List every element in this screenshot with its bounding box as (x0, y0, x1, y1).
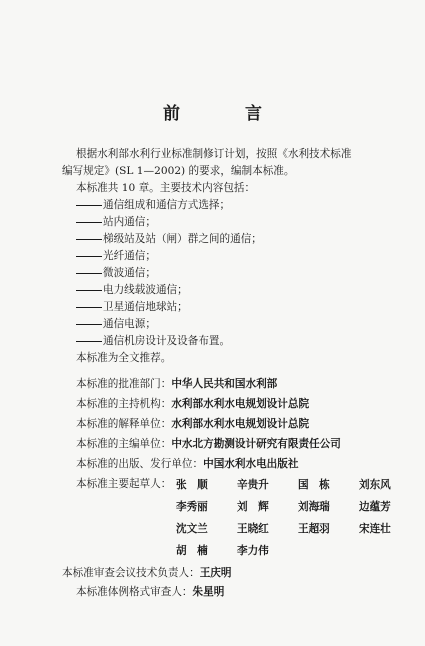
reviewer-row (62, 566, 232, 580)
reviewer-name: 王庆明 (199, 567, 232, 579)
drafters-list (176, 477, 420, 565)
full-text-line: 本标准为全文推荐。 (76, 352, 172, 364)
reviewer-label: 本标准审查会议技术负责人： (62, 567, 200, 579)
drafter-name: 沈文兰 (176, 523, 208, 535)
drafter-name: 边蕴芳 (359, 501, 391, 513)
drafter-name: 张 顺 (176, 479, 208, 491)
drafter-name: 辛贵升 (237, 479, 269, 491)
content-item (76, 198, 230, 212)
drafter-name: 刘海瑞 (298, 501, 330, 513)
intro-line-1: 根据水利部水利行业标准制修订计划，按照《水利技术标准 (76, 148, 352, 160)
info-label: 本标准的解释单位： (76, 418, 172, 430)
info-row (76, 457, 298, 471)
info-row (76, 417, 309, 431)
intro-line-2: 编写规定》(SL 1—2002) 的要求，编制本标准。 (62, 165, 295, 177)
info-value: 中国水利水电出版社 (203, 458, 299, 470)
content-item (76, 232, 262, 246)
content-item-text: 通信电源； (103, 318, 156, 330)
info-row (76, 397, 309, 411)
drafter-name: 胡 楠 (176, 545, 208, 557)
info-value: 水利部水利水电规划设计总院 (171, 418, 310, 430)
drafter-name: 王超羽 (298, 523, 330, 535)
info-value: 中华人民共和国水利部 (171, 378, 278, 390)
content-item-text: 通信组成和通信方式选择； (103, 199, 231, 211)
content-item (76, 283, 188, 297)
drafter-name: 刘 辉 (237, 501, 269, 513)
content-item (76, 317, 156, 331)
drafter-name: 李力伟 (237, 545, 269, 557)
drafters-label: 本标准主要起草人： (76, 478, 172, 490)
drafter-name: 刘东风 (359, 479, 391, 491)
info-label: 本标准的主持机构： (76, 398, 172, 410)
drafter-name: 宋连壮 (359, 523, 391, 535)
format-reviewer-label: 本标准体例格式审查人： (76, 586, 193, 598)
content-item-text: 卫星通信地球站； (103, 301, 188, 313)
content-item-text: 梯级站及站（闸）群之间的通信； (103, 233, 262, 245)
info-row (76, 377, 277, 391)
info-row (76, 437, 341, 451)
info-value: 中水北方勘测设计研究有限责任公司 (171, 438, 341, 450)
content-item-text: 光纤通信； (103, 250, 156, 262)
drafter-row (176, 499, 420, 521)
info-label: 本标准的主编单位： (76, 438, 172, 450)
content-item (76, 300, 188, 314)
info-value: 水利部水利水电规划设计总院 (171, 398, 310, 410)
content-item-text: 微波通信； (103, 267, 156, 279)
content-item-text: 电力线载波通信； (103, 284, 188, 296)
chapters-line: 本标准共 10 章。主要技术内容包括： (76, 182, 256, 194)
format-reviewer-row (76, 585, 224, 599)
content-item (76, 215, 156, 229)
drafter-name: 王晓红 (237, 523, 269, 535)
drafter-row (176, 543, 420, 565)
info-label: 本标准的批准部门： (76, 378, 172, 390)
page-title: 前 言 (163, 104, 286, 124)
content-item-text: 通信机房设计及设备布置。 (103, 335, 231, 347)
content-item (76, 334, 230, 348)
drafter-name: 李秀丽 (176, 501, 208, 513)
drafter-row (176, 477, 420, 499)
content-item (76, 266, 156, 280)
format-reviewer-name: 朱星明 (192, 586, 225, 598)
drafter-row (176, 521, 420, 543)
info-label: 本标准的出版、发行单位： (76, 458, 204, 470)
drafter-name: 国 栋 (298, 479, 330, 491)
content-item (76, 249, 156, 263)
content-item-text: 站内通信； (103, 216, 156, 228)
